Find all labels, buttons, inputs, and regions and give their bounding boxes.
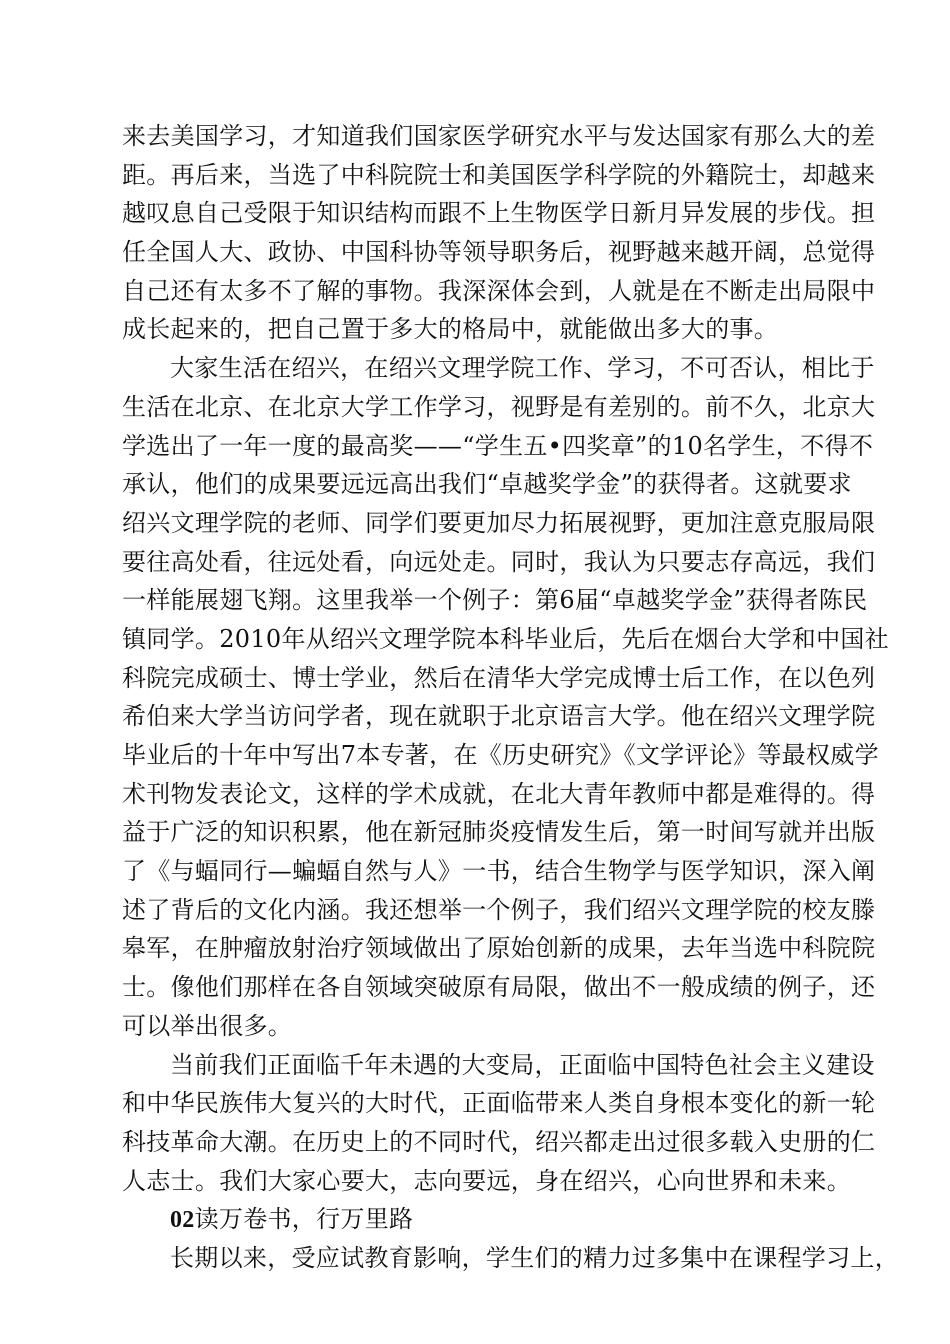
text-line: 术刊物发表论文，这样的学术成就，在北大青年教师中都是难得的。得 — [122, 779, 876, 808]
text-line: 来去美国学习，才知道我们国家医学研究水平与发达国家有那么大的差 — [122, 122, 876, 150]
section-heading — [122, 1200, 842, 1239]
paragraph-1 — [122, 117, 876, 349]
section-title: 读万卷书，行万里路 — [194, 1205, 414, 1234]
text-line: 可以举出很多。 — [122, 1011, 293, 1040]
text-line: 承认，他们的成果要远远高出我们“卓越奖学金”的获得者。这就要求 — [122, 470, 852, 499]
text-line: 自己还有太多不了解的事物。我深深体会到，人就是在不断走出局限中 — [122, 276, 876, 305]
text-line: 科院完成硕士、博士学业，然后在清华大学完成博士后工作，在以色列 — [122, 663, 876, 692]
text-line: 希伯来大学当访问学者，现在就职于北京语言大学。他在绍兴文理学院 — [122, 702, 876, 731]
text-line: 益于广泛的知识积累，他在新冠肺炎疫情发生后，第一时间写就并出版 — [122, 818, 876, 847]
text-line: 当前我们正面临千年未遇的大变局，正面临中国特色社会主义建设 — [170, 1050, 875, 1079]
text-line: 一样能展翅飞翔。这里我举一个例子：第6届“卓越奖学金”获得者陈民 — [122, 586, 868, 615]
text-line: 毕业后的十年中写出7本专著，在《历史研究》《文学评论》等最权威学 — [122, 741, 879, 769]
text-line: 和中华民族伟大复兴的大时代，正面临带来人类自身根本变化的新一轮 — [122, 1089, 876, 1118]
text-line: 生活在北京、在北京大学工作学习，视野是有差别的。前不久，北京大 — [122, 392, 876, 421]
paragraph-2 — [122, 349, 889, 1045]
document-body — [122, 117, 899, 1278]
text-line: 科技革命大潮。在历史上的不同时代，绍兴都走出过很多载入史册的仁 — [122, 1127, 876, 1156]
paragraph-3 — [122, 1046, 876, 1201]
text-line: 述了背后的文化内涵。我还想举一个例子，我们绍兴文理学院的校友滕 — [122, 895, 876, 924]
text-line: 长期以来，受应试教育影响，学生们的精力过多集中在课程学习上， — [170, 1243, 899, 1272]
text-line: 越叹息自己受限于知识结构而跟不上生物医学日新月异发展的步伐。担 — [122, 199, 876, 228]
text-line: 人志士。我们大家心要大，志向要远，身在绍兴，心向世界和未来。 — [122, 1166, 851, 1195]
section-number: 02 — [170, 1207, 195, 1234]
paragraph-4 — [122, 1239, 899, 1278]
text-line: 绍兴文理学院的老师、同学们要更加尽力拓展视野，更加注意克服局限 — [122, 508, 876, 537]
text-line: 学选出了一年一度的最高奖——“学生五•四奖章”的10名学生，不得不 — [122, 431, 874, 460]
text-line: 大家生活在绍兴，在绍兴文理学院工作、学习，不可否认，相比于 — [170, 354, 875, 383]
text-line: 任全国人大、政协、中国科协等领导职务后，视野越来越开阔，总觉得 — [122, 238, 876, 267]
text-line: 要往高处看，往远处看，向远处走。同时，我认为只要志存高远，我们 — [122, 547, 876, 576]
text-line: 了《与蝠同行—蝙蝠自然与人》一书，结合生物学与医学知识，深入阐 — [122, 857, 876, 886]
text-line: 成长起来的，把自己置于多大的格局中，就能做出多大的事。 — [122, 315, 779, 344]
text-line: 士。像他们那样在各自领域突破原有局限，做出不一般成绩的例子，还 — [122, 973, 876, 1002]
text-line: 距。再后来，当选了中科院院士和美国医学科学院的外籍院士，却越来 — [122, 160, 876, 189]
text-line: 镇同学。2010年从绍兴文理学院本科毕业后，先后在烟台大学和中国社 — [122, 624, 889, 653]
text-line: 皋军，在肿瘤放射治疗领域做出了原始创新的成果，去年当选中科院院 — [122, 934, 876, 963]
